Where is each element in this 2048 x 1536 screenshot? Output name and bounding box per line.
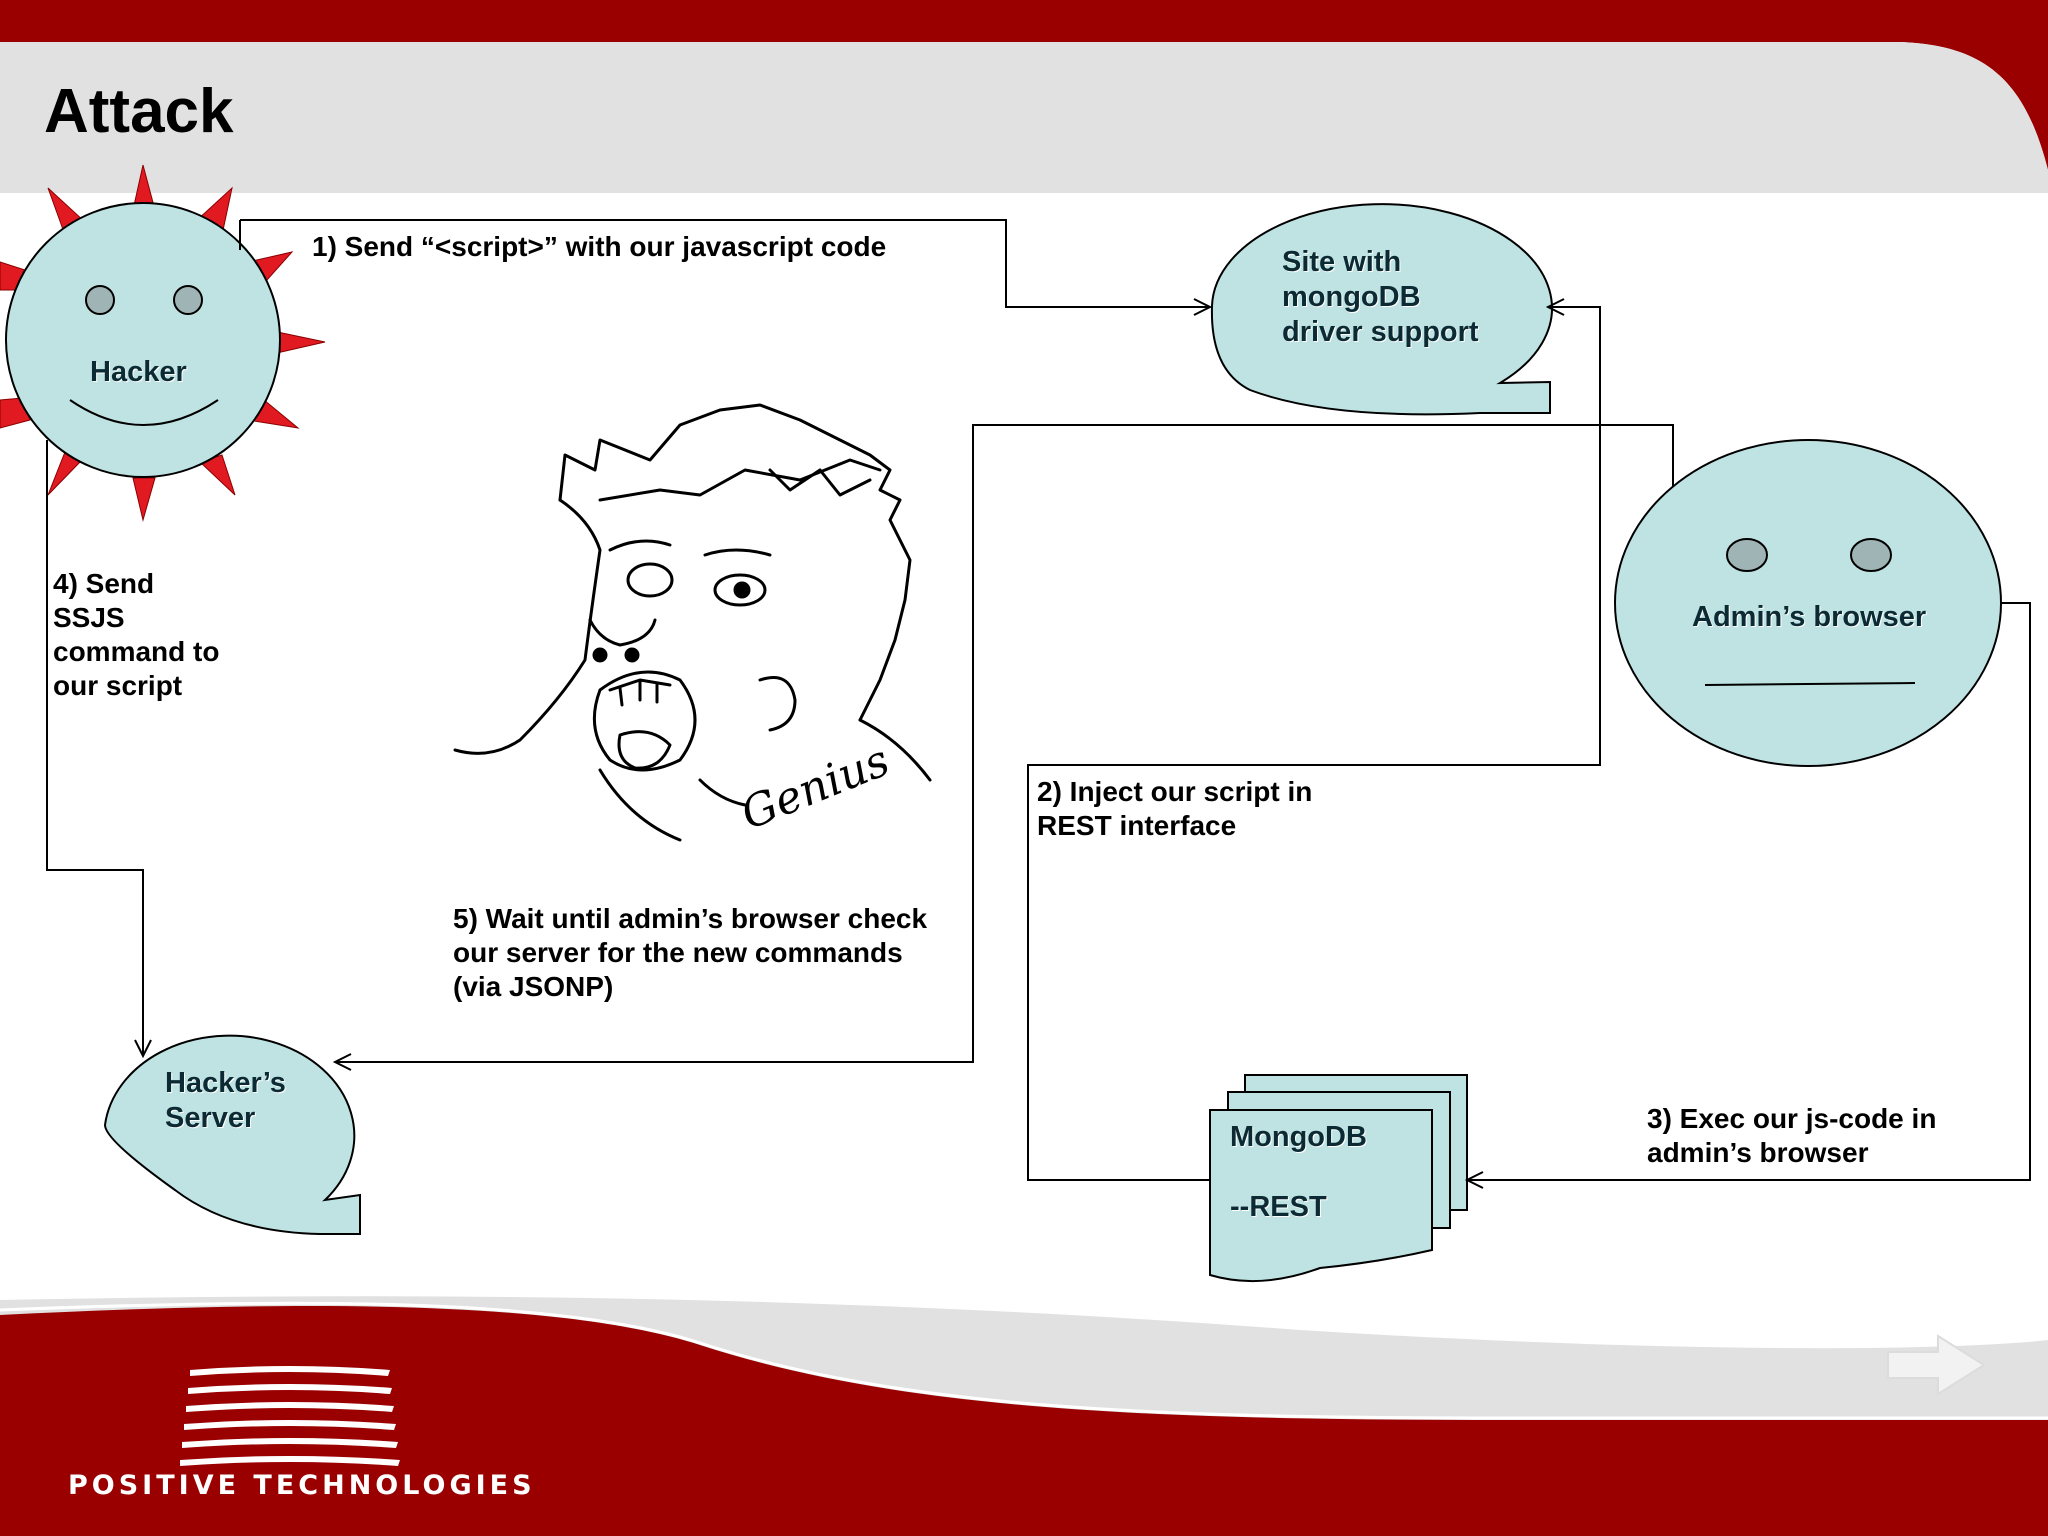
- admin-browser-label: Admin’s browser: [1692, 601, 1927, 633]
- slide-title: Attack: [44, 77, 234, 146]
- brand-name: POSITIVE TECHNOLOGIES: [68, 1470, 536, 1501]
- step5-label: 5) Wait until admin’s browser check our server for the new commands (via JSONP): [453, 903, 928, 1003]
- step4-label: 4) Send SSJS command to our script: [53, 568, 220, 702]
- hacker-face: [6, 203, 280, 477]
- step2-label: 2) Inject our script in REST interface: [1037, 776, 1313, 842]
- hacker-server-label: Hacker’s Server: [165, 1067, 286, 1134]
- genius-caption: Genius: [734, 734, 897, 841]
- step3-label: 3) Exec our js-code in admin’s browser: [1647, 1103, 1937, 1169]
- title-grey-bar: [0, 42, 2048, 193]
- step1-label: 1) Send “<script>” with our javascript code: [312, 231, 887, 262]
- site-label: Site with mongoDB driver support: [1282, 246, 1479, 348]
- mongodb-label: MongoDB --REST: [1230, 1121, 1367, 1223]
- arrow-right-icon[interactable]: [1880, 1330, 1990, 1400]
- hacker-label: Hacker: [90, 356, 187, 388]
